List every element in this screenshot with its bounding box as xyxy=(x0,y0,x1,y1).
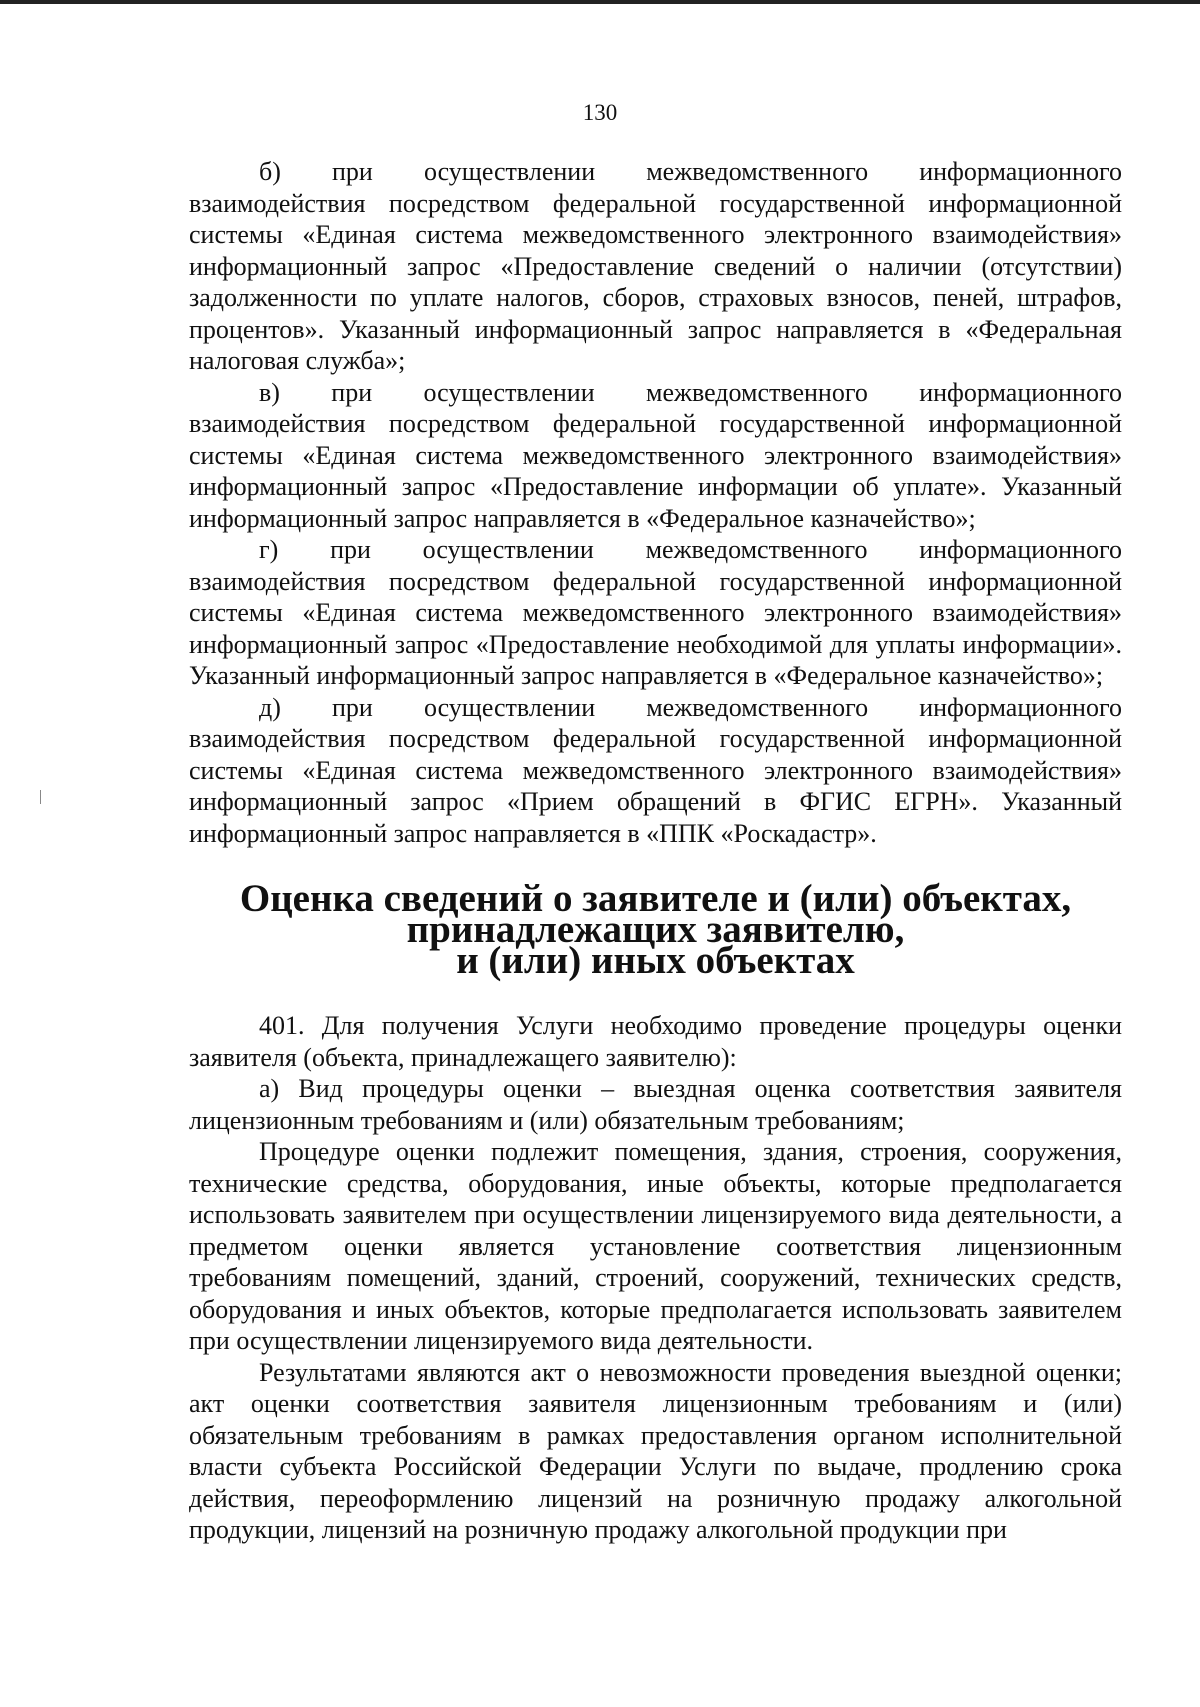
paragraph-401: 401. Для получения Услуги необходимо проведение процедуры оценки заявителя (объекта, принадлежащего заявителю): xyxy=(189,1011,1122,1072)
document-body xyxy=(189,156,1122,1546)
section-heading-line-1: Оценка сведений о заявителе и (или) объектах, принадлежащих заявителю, xyxy=(239,877,1072,951)
section-heading-line-2: и (или) иных объектах xyxy=(456,939,855,982)
paragraph-item-b: б) при осуществлении межведомственного информационного взаимодействия посредством федеральной государственной информационной системы «Единая система межведомственного электронного взаимодействия» информационный запрос «Предоставление сведений о наличии (отсутствии) задолженности по уплате налогов, сборов, страховых взносов, пеней, штрафов, процентов». Указанный информационный запрос направляется в «Федеральная налоговая служба»; xyxy=(189,157,1122,375)
paragraph-item-g: г) при осуществлении межведомственного информационного взаимодействия посредством федеральной государственной информационной системы «Единая система межведомственного электронного взаимодействия» информационный запрос «Предоставление необходимой для уплаты информации». Указанный информационный запрос направляется в «Федеральное казначейство»; xyxy=(189,535,1122,690)
section-heading xyxy=(189,877,1122,982)
scan-top-edge xyxy=(0,0,1200,4)
paragraph-results: Результатами являются акт о невозможности проведения выездной оценки; акт оценки соответствия заявителя лицензионным требованиям и (или) обязательным требованиям в рамках предоставления органом исполнительной власти субъекта Российской Федерации Услуги по выдаче, продлению срока действия, переоформлению лицензий на розничную продажу алкогольной продукции, лицензий на розничную продажу алкогольной продукции при xyxy=(189,1357,1122,1544)
paragraph-item-d: д) при осуществлении межведомственного информационного взаимодействия посредством федеральной государственной информационной системы «Единая система межведомственного электронного взаимодействия» информационный запрос «Прием обращений в ФГИС ЕГРН». Указанный информационный запрос направляется в «ППК «Роскадастр». xyxy=(189,692,1122,848)
scan-margin-mark xyxy=(40,790,41,804)
paragraph-assessment-subject: Процедуре оценки подлежит помещения, здания, строения, сооружения, технические средства, оборудования, иные объекты, которые предполагается использовать заявителем при осуществлении лицензируемого вида деятельности, а предметом оценки является установление соответствия лицензионным требованиям помещений, зданий, строений, сооружений, технических средств, оборудования и иных объектов, которые предполагается использовать заявителем при осуществлении лицензируемого вида деятельности. xyxy=(189,1137,1122,1355)
paragraph-item-v: в) при осуществлении межведомственного информационного взаимодействия посредством федеральной государственной информационной системы «Единая система межведомственного электронного взаимодействия» информационный запрос «Предоставление информации об уплате». Указанный информационный запрос направляется в «Федеральное казначейство»; xyxy=(189,377,1122,533)
paragraph-item-a: а) Вид процедуры оценки – выездная оценка соответствия заявителя лицензионным требованиям и (или) обязательным требованиям; xyxy=(189,1074,1122,1135)
page-number: 130 xyxy=(582,100,618,125)
